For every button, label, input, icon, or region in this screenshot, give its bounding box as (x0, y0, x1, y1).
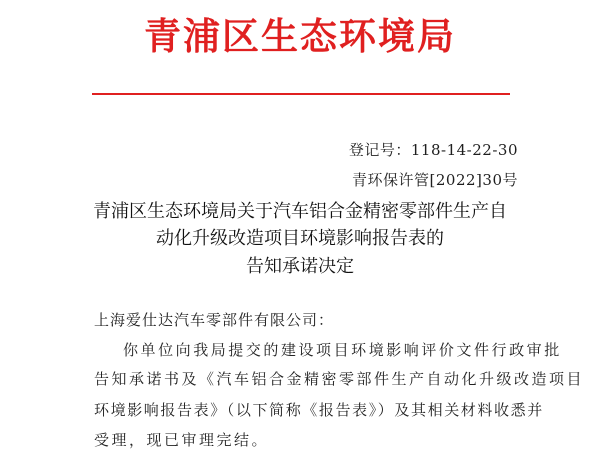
document-title-line-3: 告知承诺决定 (246, 256, 354, 277)
letterhead-divider (92, 93, 510, 95)
body-text-line: 告知承诺书及《汽车铝合金精密零部件生产自动化升级改造项目 (94, 370, 585, 388)
document-title-line-2: 动化升级改造项目环境影响报告表的 (156, 228, 444, 249)
body-text-line: 你单位向我局提交的建设项目环境影响评价文件行政审批 (123, 341, 562, 359)
registration-number: 登记号：118-14-22-30 (348, 141, 518, 159)
agency-letterhead: 青浦区生态环境局 (144, 15, 456, 58)
addressee: 上海爱仕达汽车零部件有限公司： (94, 311, 335, 329)
document-number: 青环保许管[2022]30号 (352, 171, 518, 189)
body-text-line: 受理，现已审理完结。 (94, 431, 270, 449)
document-title-line-1: 青浦区生态环境局关于汽车铝合金精密零部件生产自 (93, 201, 507, 222)
body-text-line: 环境影响报告表》（以下简称《报告表》）及其相关材料收悉并 (94, 401, 544, 419)
